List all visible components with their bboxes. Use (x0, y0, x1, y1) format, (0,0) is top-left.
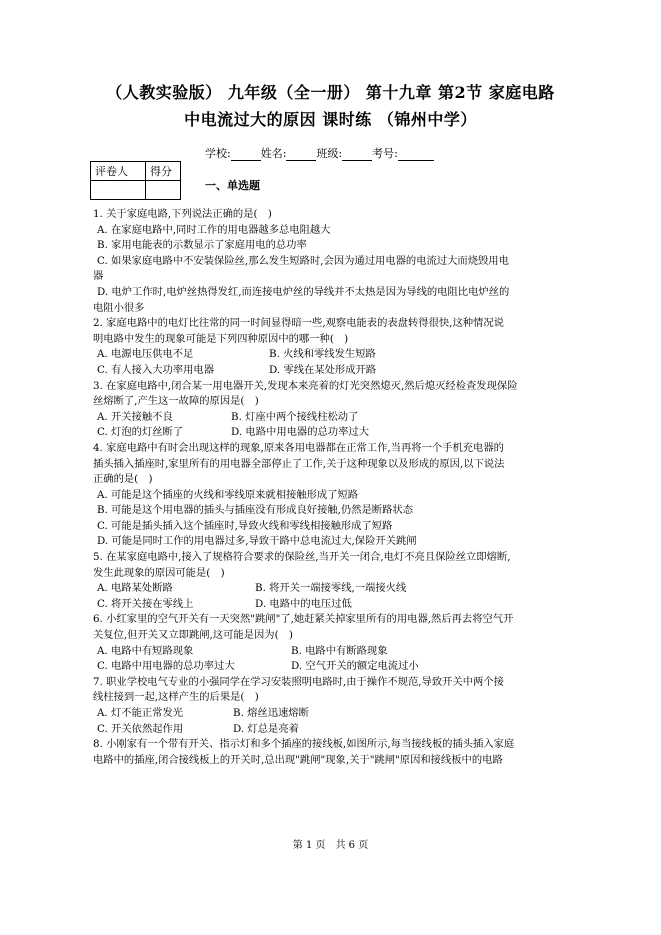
option-row (93, 347, 571, 363)
question-stem: 丝熔断了,产生这一故障的原因是( ) (93, 395, 259, 408)
school-label: 学校: (205, 147, 231, 160)
option-c: C. 灯泡的灯丝断了 (97, 426, 184, 439)
title-line-1: （人教实验版） 九年级（全一册） 第十九章 第2节 家庭电路 (106, 83, 555, 102)
name-label: 姓名: (260, 147, 287, 160)
option-text: B. 可能是这个用电器的插头与插座没有形成良好接触,仍然是断路状态 (97, 504, 413, 517)
option-d: D. 电路中用电器的总功率过大 (231, 426, 369, 439)
option-d: D. 零线在某处形成开路 (269, 363, 377, 376)
option-d: D. 灯总是亮着 (233, 722, 299, 735)
option-c: C. 有人接入大功率用电器 (97, 363, 215, 376)
question-stem: 2. 家庭电路中的电灯比往常的同一时间显得暗一些,观察电能表的表盘转得很快,这种情况说 (93, 317, 504, 330)
exam-no-blank[interactable] (398, 148, 434, 161)
section-title: 一、单选题 (205, 179, 260, 192)
question-stem: 电路中的插座,闭合接线板上的开关时,总出现"跳闸"现象,关于"跳闸"原因和接线板中的电路 (93, 753, 503, 766)
student-info-line (205, 145, 434, 161)
option-text: A. 可能是这个插座的火线和零线原来就相接触形成了短路 (97, 488, 359, 501)
option-text: 器 (93, 270, 104, 283)
option-a: A. 灯不能正常发光 (97, 707, 184, 719)
option-row (93, 425, 571, 441)
option-b: B. 电路中有断路现象 (291, 644, 388, 657)
option-d: D. 空气开关的额定电流过小 (291, 660, 419, 673)
title-line-2: 中电流过大的原因 课时练 （锦州中学） (184, 110, 477, 129)
option-text: A. 在家庭电路中,同时工作的用电器越多总电阻越大 (97, 223, 331, 236)
option-b: B. 将开关一端接零线,一端接火线 (255, 582, 407, 595)
option-a: A. 电源电压供电不足 (97, 348, 194, 361)
option-text: D. 电炉工作时,电炉丝热得发红,而连接电炉丝的导线并不太热是因为导线的电阻比电炉丝的 (97, 285, 510, 298)
page-footer: 第 1 页 共 6 页 (292, 840, 369, 851)
option-row (93, 706, 571, 722)
question-stem: 3. 在家庭电路中,闭合某一用电器开关,发现本来亮着的灯光突然熄灭,然后熄灭经检查发现保险 (93, 379, 518, 392)
question-stem: 7. 职业学校电气专业的小强同学在学习安装照明电路时,由于操作不规范,导致开关中两个接 (93, 675, 504, 688)
option-text: B. 家用电能表的示数显示了家庭用电的总功率 (97, 239, 307, 252)
question-list (93, 207, 571, 768)
class-label: 班级: (316, 147, 343, 160)
grader-header: 评卷人 (91, 162, 146, 181)
class-blank[interactable] (342, 148, 372, 161)
question-stem: 关复位,但开关又立即跳闸,这可能是因为( ) (93, 629, 293, 642)
option-a: A. 电路某处断路 (97, 582, 173, 595)
option-row (93, 410, 571, 426)
option-text: C. 可能是插头插入这个插座时,导致火线和零线相接触形成了短路 (97, 519, 393, 532)
exam-no-label: 考号: (372, 147, 398, 160)
question-stem: 5. 在某家庭电路中,接入了规格符合要求的保险丝,当开关一闭合,电灯不亮且保险丝立即熔断, (93, 551, 511, 564)
question-stem: 8. 小刚家有一个带有开关、指示灯和多个插座的接线板,如图所示,每当接线板的插头插入家庭 (93, 738, 515, 751)
option-d: D. 电路中的电压过低 (255, 597, 352, 610)
option-row (93, 659, 571, 675)
question-stem: 发生此现象的原因可能是( ) (93, 566, 225, 579)
question-stem: 1. 关于家庭电路,下列说法正确的是( ) (93, 208, 272, 220)
question-stem: 明电路中发生的现象可能是下列四种原因中的哪一种( ) (93, 332, 349, 345)
option-text: 电阻小很多 (93, 301, 145, 314)
question-stem: 4. 家庭电路中有时会出现这样的现象,原来各用电器都在正常工作,当再将一个手机充电器的 (93, 441, 504, 454)
option-a: A. 电路中有短路现象 (97, 644, 194, 657)
score-header: 得分 (146, 162, 181, 181)
question-stem: 正确的是( ) (93, 473, 153, 486)
option-c: C. 将开关接在零线上 (97, 597, 194, 610)
question-stem: 6. 小红家里的空气开关有一天突然"跳闸"了,她赶紧关掉家里所有的用电器,然后再去将空气开 (93, 613, 514, 626)
name-blank[interactable] (286, 148, 316, 161)
grader-cell[interactable] (91, 181, 146, 200)
score-cell[interactable] (146, 181, 181, 200)
option-b: B. 火线和零线发生短路 (269, 348, 376, 361)
option-row (93, 597, 571, 613)
option-a: A. 开关接触不良 (97, 410, 173, 423)
option-b: B. 熔丝迅速熔断 (233, 707, 309, 719)
option-text: D. 可能是同时工作的用电器过多,导致干路中总电流过大,保险开关跳闸 (97, 535, 417, 548)
option-row (93, 363, 571, 379)
option-row (93, 581, 571, 597)
option-b: B. 灯座中两个接线柱松动了 (231, 410, 359, 423)
option-c: C. 电路中用电器的总功率过大 (97, 660, 235, 673)
option-row (93, 644, 571, 660)
option-text: C. 如果家庭电路中不安装保险丝,那么发生短路时,会因为通过用电器的电流过大而烧毁用电 (97, 254, 509, 267)
option-row (93, 722, 571, 738)
question-stem: 插头插入插座时,家里所有的用电器全部停止了工作,关于这种现象以及形成的原因,以下说法 (93, 457, 505, 470)
option-c: C. 开关依然起作用 (97, 722, 184, 735)
score-table (90, 161, 181, 200)
question-stem: 线柱接到一起,这样产生的后果是( ) (93, 691, 259, 704)
school-blank[interactable] (231, 148, 261, 161)
